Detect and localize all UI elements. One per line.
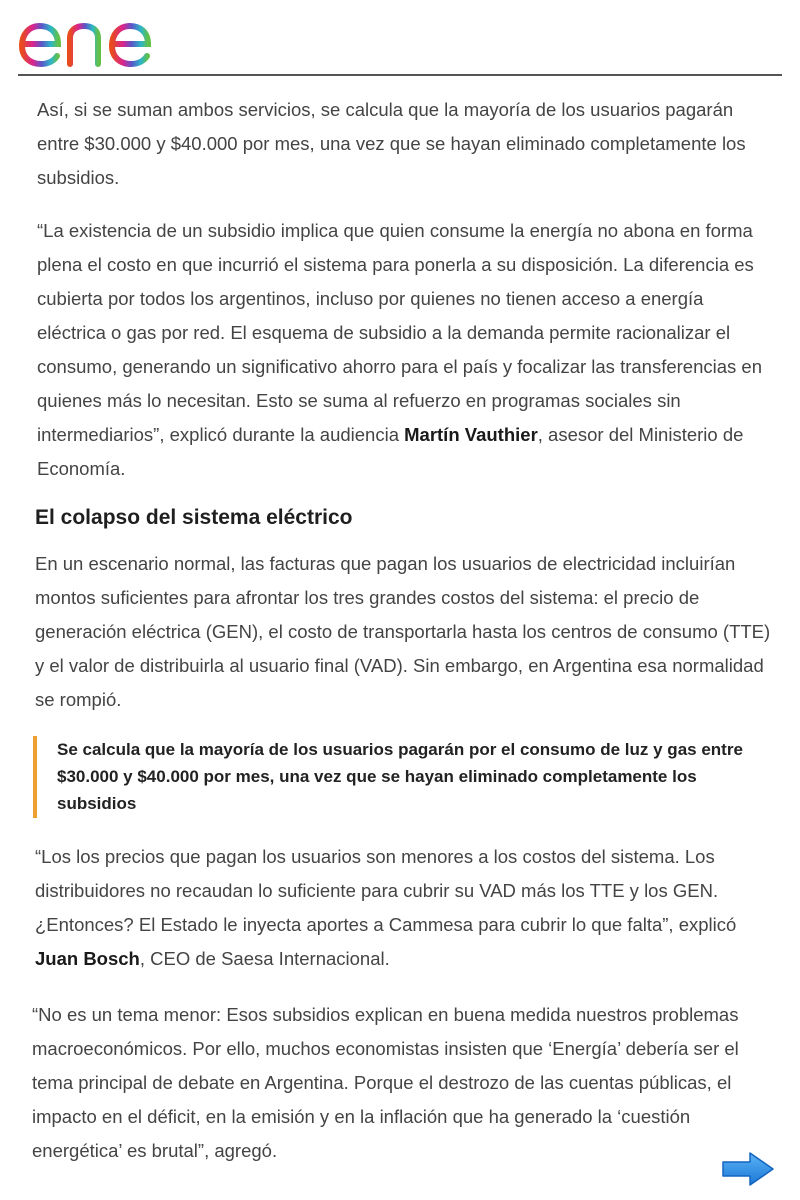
article-paragraph-1: Así, si se suman ambos servicios, se calcula que la mayoría de los usuarios pagarán entre $30.000 y $40.000 por mes, una vez que se hayan eliminado completamente los subsidios. (37, 99, 746, 188)
speaker-name: Juan Bosch (35, 948, 140, 969)
paragraph-2-tail: , asesor del Ministerio de Economía. (37, 424, 744, 479)
speaker-name: Martín Vauthier (404, 424, 538, 445)
article-paragraph-4 (35, 840, 775, 976)
article-paragraph-2 (37, 214, 777, 486)
site-header (18, 0, 782, 76)
paragraph-4-tail: , CEO de Saesa Internacional. (139, 948, 390, 969)
paragraph-2-text: “La existencia de un subsidio implica que quien consume la energía no abona en forma plena el costo en que incurrió el sistema para ponerla a su disposición. La diferencia es cubierta por todos los argentinos, incluso por quienes no tienen acceso a energía eléctrica o gas por red. El esquema de subsidio a la demanda permite racionalizar el consumo, generando un significativo ahorro para el país y focalizar las transferencias en quienes más lo necesitan. Esto se suma al refuerzo en programas sociales sin intermediarios”, explicó durante la audiencia (37, 220, 762, 445)
arrow-right-icon[interactable] (720, 1150, 776, 1188)
article-paragraph-3: En un escenario normal, las facturas que pagan los usuarios de electricidad incluirían montos suficientes para afrontar los tres grandes costos del sistema: el precio de generación eléctrica (GEN), el costo de transportarla hasta los centros de consumo (TTE) y el valor de distribuirla al usuario final (VAD). Sin embargo, en Argentina esa normalidad se rompió. (35, 553, 771, 710)
pull-quote (33, 736, 757, 818)
pull-quote-text: Se calcula que la mayoría de los usuarios pagarán por el consumo de luz y gas entre $30.000 y $40.000 por mes, una vez que se hayan eliminado completamente los subsidios (57, 740, 743, 813)
article-paragraph-5: “No es un tema menor: Esos subsidios explican en buena medida nuestros problemas macroeconómicos. Por ello, muchos economistas insisten que ‘Energía’ debería ser el tema principal de debate en Argentina. Porque el destrozo de las cuentas públicas, el impacto en el déficit, en la emisión y en la inflación que ha generado la ‘cuestión energética’ es brutal”, agregó. (32, 1004, 739, 1161)
enel-logo[interactable] (18, 6, 188, 68)
paragraph-4-text: “Los los precios que pagan los usuarios son menores a los costos del sistema. Los distribuidores no recaudan lo suficiente para cubrir su VAD más los TTE y los GEN. ¿Entonces? El Estado le inyecta aportes a Cammesa para cubrir lo que falta”, explicó (35, 846, 737, 935)
section-heading: El colapso del sistema eléctrico (35, 506, 353, 529)
